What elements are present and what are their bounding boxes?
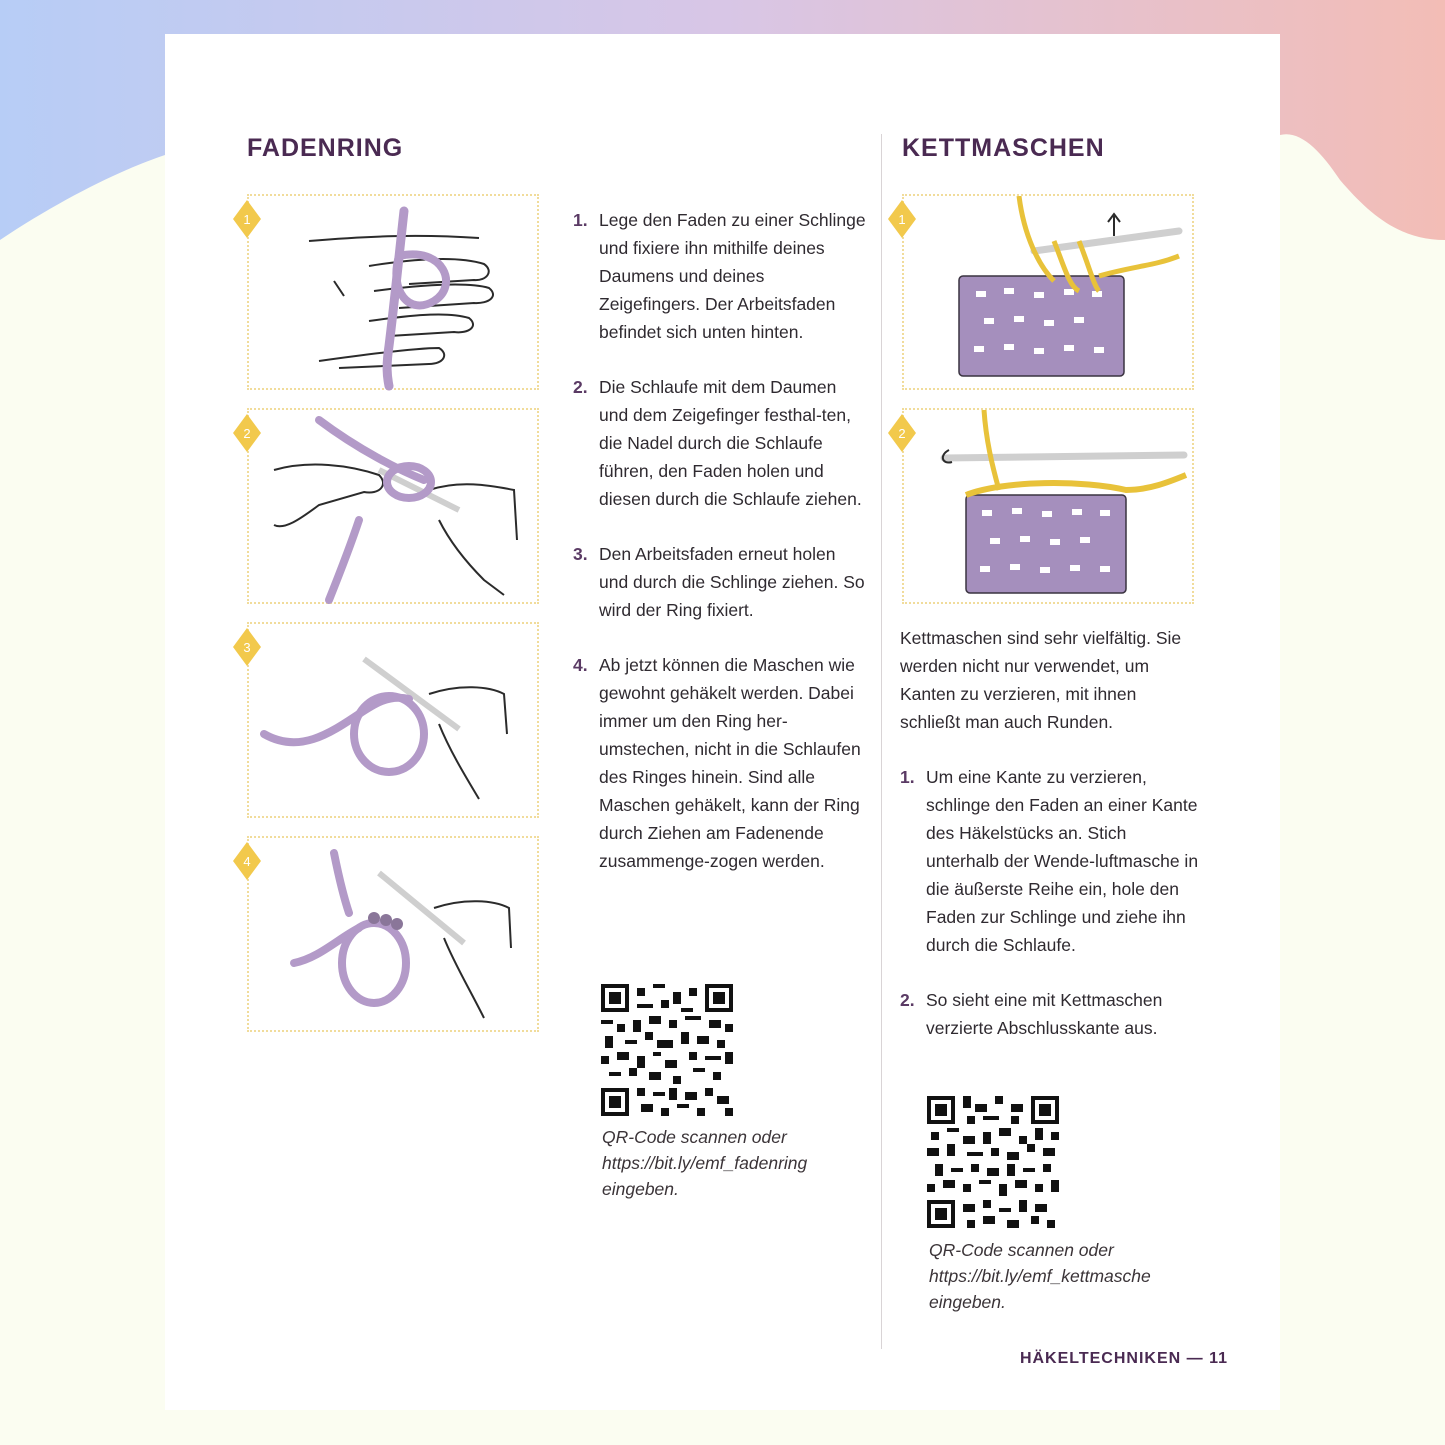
qr-caption-kettmasche: QR-Code scannen oder https://bit.ly/emf_kettmasche eingeben. [929,1240,1151,1312]
step-badge-2 [233,414,261,452]
kettmaschen-intro: Kettmaschen sind sehr vielfältig. Sie werden nicht nur verwendet, um Kanten zu verzieren, mit ihnen schließt man auch Runden. [900,628,1182,732]
step-badge-2 [888,414,916,452]
book-page [165,34,1280,1410]
list-item: 3. Den Arbeitsfaden erneut holen und durch die Schlinge ziehen. So wird der Ring fixiert. [573,544,865,620]
page-footer: HÄKELTECHNIKEN — 11 [1019,1350,1228,1367]
svg-text:2: 2 [898,426,906,441]
qr-caption-fadenring: QR-Code scannen oder https://bit.ly/emf_fadenring eingeben. [602,1127,808,1199]
step-badge-3 [233,628,261,666]
illustration-fadenring-step-2 [247,408,539,604]
list-item: 4. Ab jetzt können die Maschen wie gewohnt gehäkelt werden. Dabei immer um den Ring her-umstechen, nicht in die Schlaufen des Ringes hinein. Sind alle Maschen gehäkelt, kann der Ring durch Ziehen am Fadenende zusammenge-zogen werden. [573,655,861,871]
illustration-kettmaschen-step-2 [902,408,1194,604]
list-item: 1. Lege den Faden zu einer Schlinge und fixiere ihn mithilfe deines Daumens und deines Zeigefingers. Der Arbeitsfaden befindet sich unten hinten. [573,210,866,342]
illustration-fadenring-step-3 [247,622,539,818]
column-divider [881,134,882,1349]
kettmaschen-steps-list [900,763,1200,1042]
svg-text:3: 3 [243,640,251,655]
qr-code-kettmasche[interactable] [927,1096,1059,1228]
step-badge-4 [233,842,261,880]
illustration-fadenring-step-1 [247,194,539,390]
svg-text:1: 1 [898,212,906,227]
step-badge-1 [888,200,916,238]
svg-text:4: 4 [243,854,251,869]
section-title-kettmaschen: KETTMASCHEN [902,134,1105,162]
list-item: 1. Um eine Kante zu verzieren, schlinge den Faden an einer Kante des Häkelstücks an. Stich unterhalb der Wende-luftmasche in die äußerste Reihe ein, hole den Faden zur Schlinge und ziehe ihn durch die Schlaufe. [900,767,1199,955]
qr-code-fadenring[interactable] [601,984,733,1116]
list-item: 2. Die Schlaufe mit dem Daumen und dem Zeigefinger festhal-ten, die Nadel durch die Schlaufe führen, den Faden holen und diesen durch die Schlaufe ziehen. [573,377,862,509]
illustration-kettmaschen-step-1 [902,194,1194,390]
fadenring-steps-list [573,206,868,875]
illustration-fadenring-step-4 [247,836,539,1032]
section-title-fadenring: FADENRING [247,134,404,162]
step-badge-1 [233,200,261,238]
list-item: 2. So sieht eine mit Kettmaschen verzierte Abschlusskante aus. [900,990,1163,1038]
svg-text:2: 2 [243,426,251,441]
svg-text:1: 1 [243,212,251,227]
